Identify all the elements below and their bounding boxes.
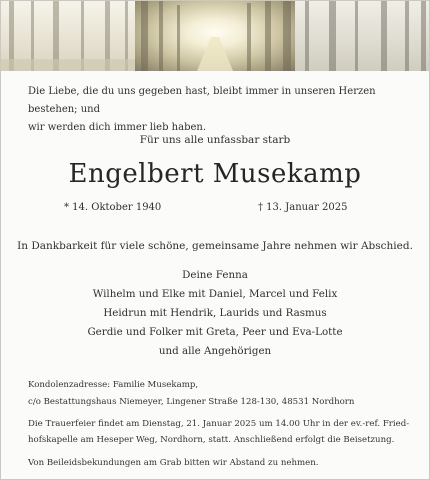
forest-banner-image bbox=[1, 1, 429, 71]
funeral-info-line-2: hofskapelle am Heseper Weg, Nordhorn, statt. Anschließend erfolgt die Beisetzung. bbox=[28, 435, 395, 445]
family-line-2: Wilhelm und Elke mit Daniel, Marcel und Felix bbox=[92, 288, 338, 300]
intro-line-1: Die Liebe, die du uns gegeben hast, bleibt immer in unseren Herzen bestehen; und bbox=[28, 86, 376, 115]
condolence-address-line-2: c/o Bestattungshaus Niemeyer, Lingener Straße 128-130, 48531 Nordhorn bbox=[28, 397, 355, 407]
birth-date: * 14. Oktober 1940 bbox=[64, 202, 162, 213]
subtitle: Für uns alle unfassbar starb bbox=[139, 134, 291, 146]
family-line-4: Gerdie und Folker mit Greta, Peer und Eva-Lotte bbox=[87, 326, 343, 338]
deceased-name: Engelbert Musekamp bbox=[68, 159, 362, 189]
forest-path-panel bbox=[135, 1, 295, 71]
death-date: † 13. Januar 2025 bbox=[258, 202, 348, 213]
family-line-5: und alle Angehörigen bbox=[158, 345, 272, 357]
intro-text bbox=[28, 83, 408, 137]
forest-right-panel bbox=[295, 1, 429, 71]
condolence-note: Von Beileidsbekundungen am Grab bitten wir Abstand zu nehmen. bbox=[28, 458, 319, 468]
condolence-address-line-1: Kondolenzadresse: Familie Musekamp, bbox=[28, 380, 199, 390]
gratitude-line: In Dankbarkeit für viele schöne, gemeinsame Jahre nehmen wir Abschied. bbox=[17, 240, 413, 252]
forest-left-panel bbox=[1, 1, 135, 71]
intro-line-2: wir werden dich immer lieb haben. bbox=[28, 122, 207, 133]
family-line-3: Heidrun mit Hendrik, Laurids und Rasmus bbox=[103, 307, 327, 319]
funeral-info-line-1: Die Trauerfeier findet am Dienstag, 21. Januar 2025 um 14.00 Uhr in der ev.-ref. Fried- bbox=[28, 419, 410, 429]
family-line-1: Deine Fenna bbox=[182, 269, 248, 281]
